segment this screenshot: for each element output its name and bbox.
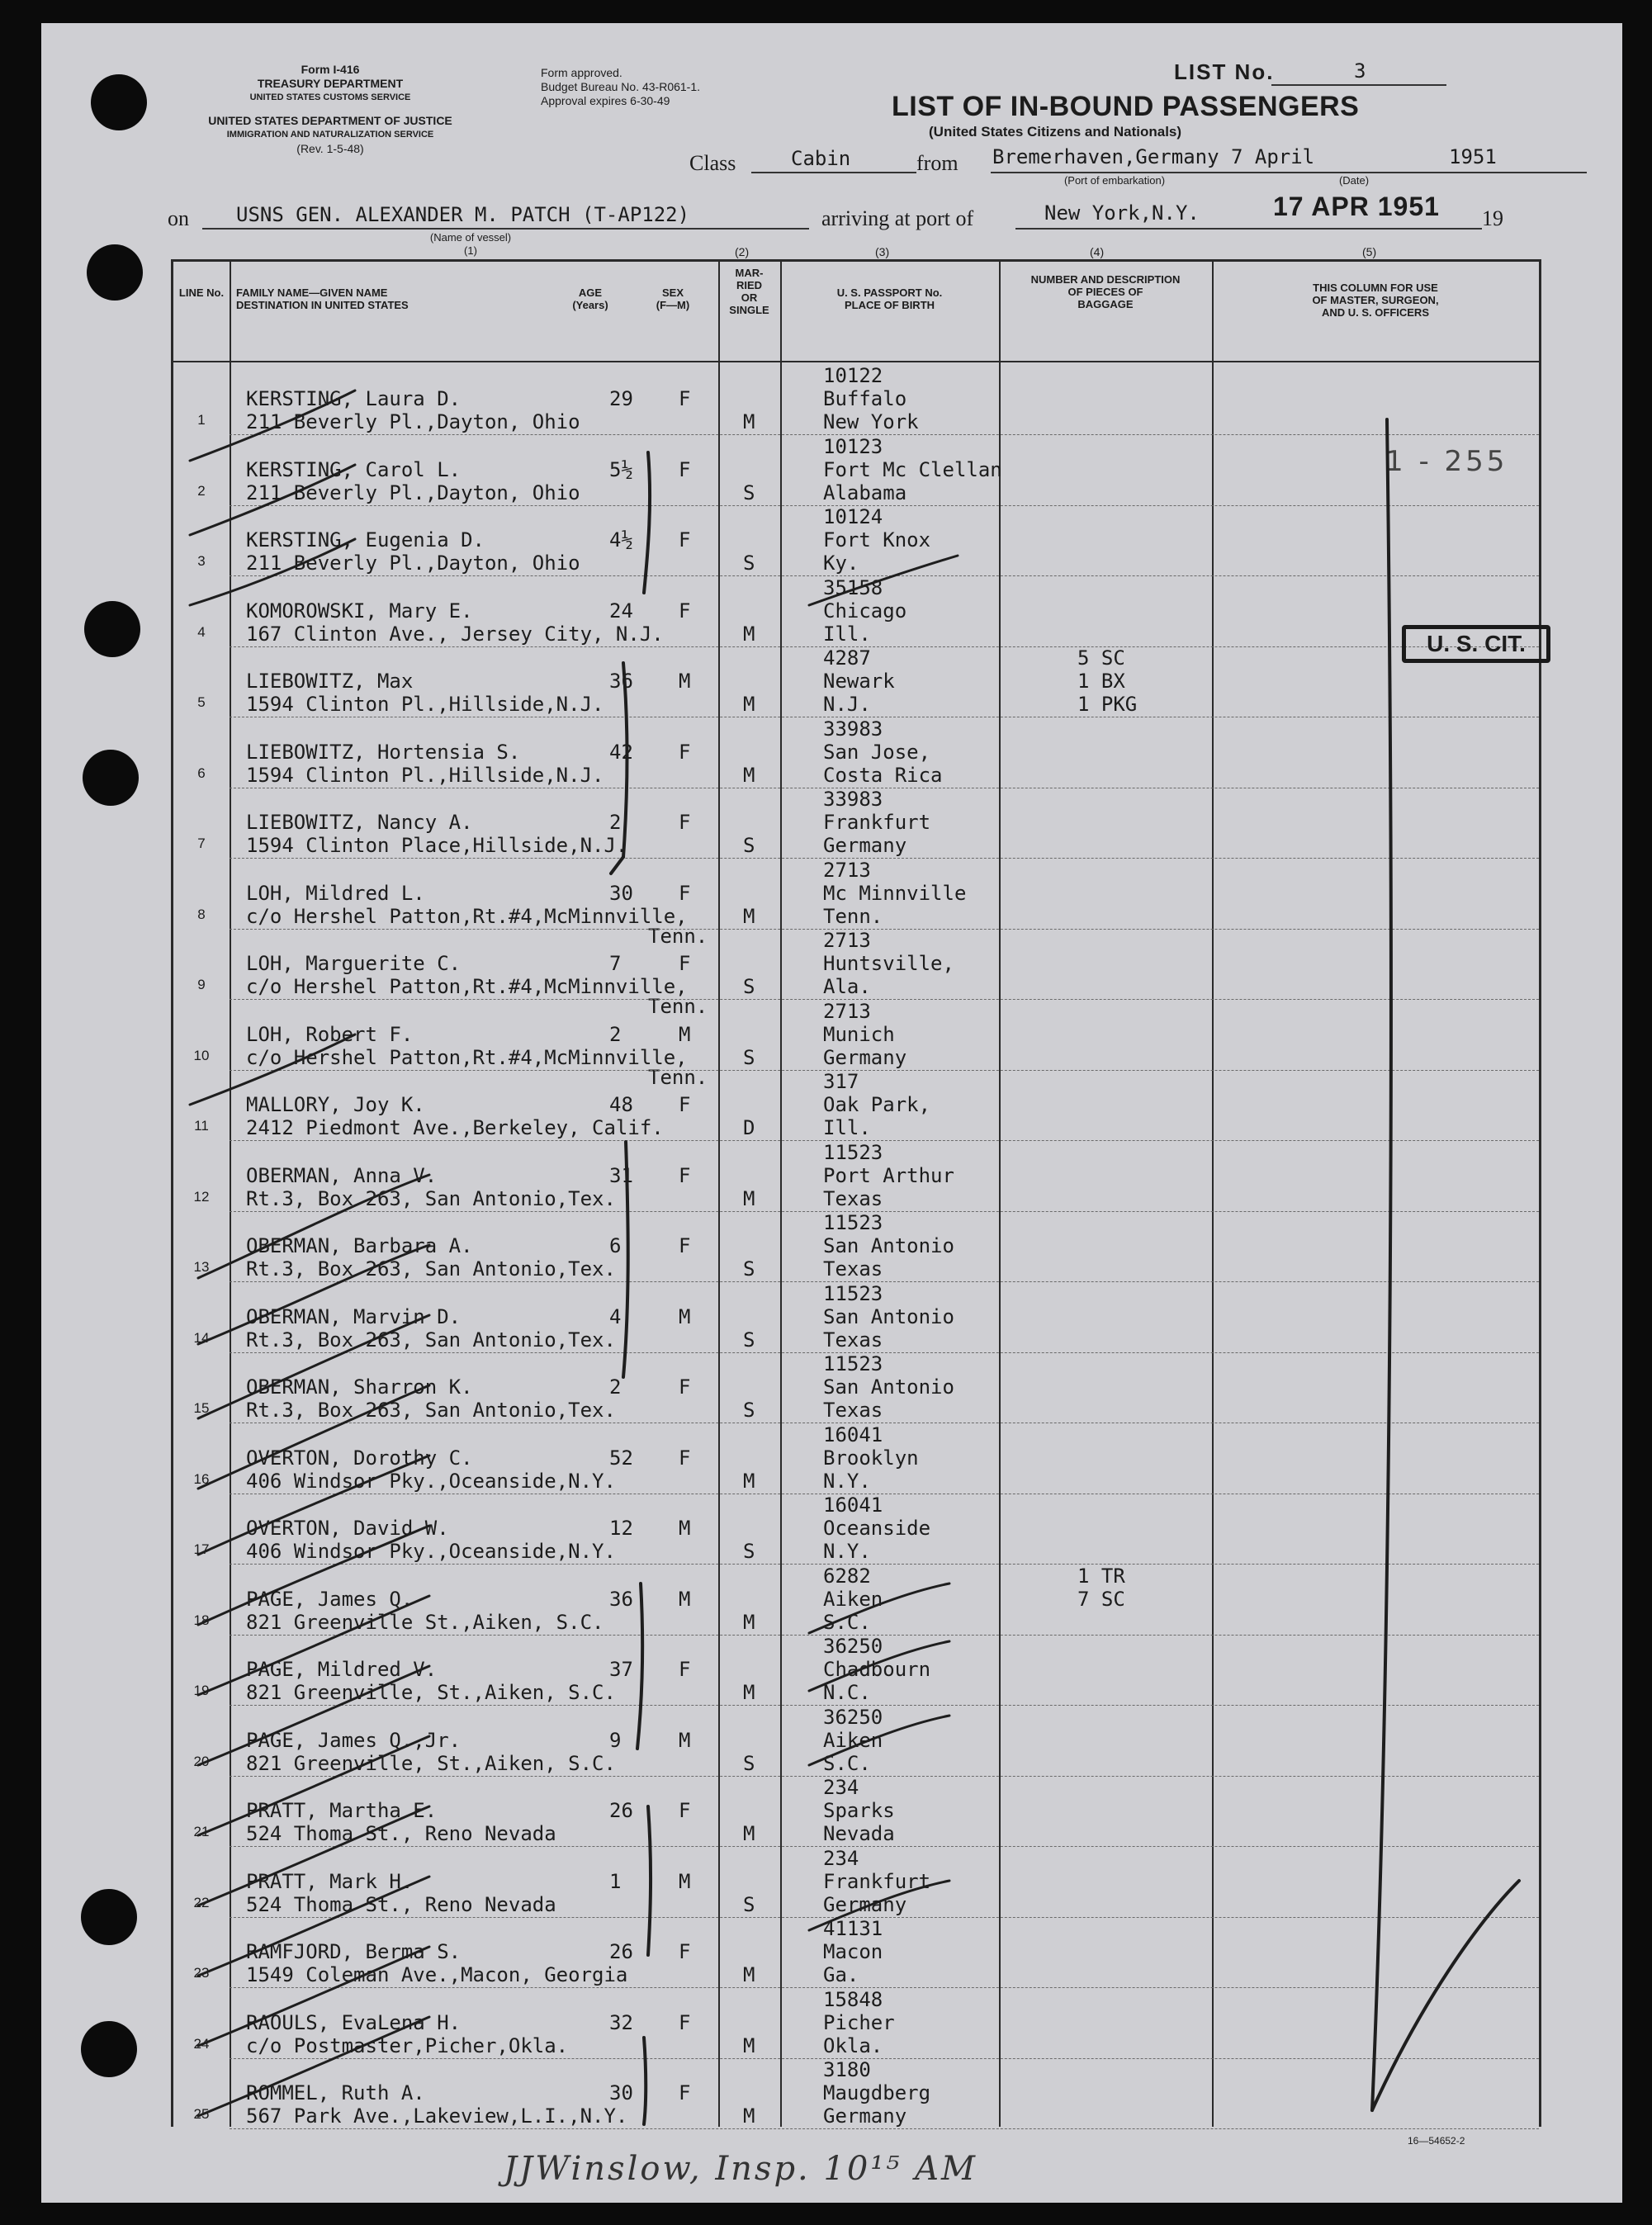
- destination: 406 Windsor Pky.,Oceanside,N.Y.: [246, 1540, 616, 1563]
- sex: M: [679, 1869, 691, 1893]
- marital-status: S: [743, 481, 755, 504]
- marital-status: M: [743, 693, 755, 716]
- destination: Rt.3, Box 263, San Antonio,Tex.: [246, 1257, 616, 1281]
- bracket-mark: [623, 1142, 628, 1377]
- sex: F: [679, 1234, 691, 1257]
- passenger-name: PRATT, Martha E.: [246, 1799, 438, 1822]
- age: 7: [609, 952, 622, 975]
- age: 2: [609, 1022, 622, 1046]
- sex: F: [679, 811, 691, 834]
- officer-column-check: [1372, 1881, 1519, 2110]
- place-of-birth-cont: Texas: [823, 1399, 883, 1422]
- destination: c/o Hershel Patton,Rt.#4,McMinnville,: [246, 1045, 688, 1069]
- destination: 821 Greenville, St.,Aiken, S.C.: [246, 1681, 616, 1704]
- destination: 211 Beverly Pl.,Dayton, Ohio: [246, 481, 580, 504]
- age: 26: [609, 1799, 633, 1822]
- place-of-birth: Brooklyn: [823, 1446, 919, 1470]
- passenger-name: MALLORY, Joy K.: [246, 1093, 425, 1116]
- class-value: Cabin: [791, 147, 851, 170]
- passport-number: 317: [823, 1070, 859, 1093]
- col-line-no: LINE No.: [178, 286, 225, 299]
- col-baggage: NUMBER AND DESCRIPTION OF PIECES OF BAGGAGE: [1030, 273, 1181, 310]
- passport-number: 33983: [823, 788, 883, 811]
- line-number: 9: [197, 977, 206, 992]
- destination: 1594 Clinton Place,Hillside,N.J.: [246, 834, 628, 857]
- passport-number: 4287: [823, 646, 871, 670]
- place-of-birth-cont: Ky.: [823, 552, 859, 575]
- list-no-value: 3: [1354, 59, 1366, 83]
- vessel-caption: (Name of vessel): [429, 231, 512, 244]
- destination: Rt.3, Box 263, San Antonio,Tex.: [246, 1399, 616, 1422]
- sex: M: [679, 1304, 691, 1328]
- place-of-birth-cont: Germany: [823, 834, 907, 857]
- ins-line: IMMIGRATION AND NATURALIZATION SERVICE: [226, 130, 434, 140]
- bracket-mark: [648, 1806, 651, 1955]
- place-of-birth: Picher: [823, 2010, 895, 2034]
- place-of-birth: Munich: [823, 1022, 895, 1046]
- place-of-birth: San Jose,: [823, 740, 931, 764]
- passenger-name: PRATT, Mark H.: [246, 1869, 414, 1893]
- age: 48: [609, 1093, 633, 1116]
- col-num-5: (5): [1362, 245, 1377, 258]
- destination: 1594 Clinton Pl.,Hillside,N.J.: [246, 763, 604, 787]
- list-no-label: LIST No.: [1174, 59, 1275, 84]
- marital-status: M: [743, 1186, 755, 1210]
- port-caption: (Port of embarkation): [1063, 174, 1166, 187]
- arriving-label: arriving at port of: [821, 206, 974, 230]
- date-caption: (Date): [1338, 174, 1370, 187]
- marital-status: S: [743, 975, 755, 998]
- marital-status: M: [743, 904, 755, 928]
- destination: 524 Thoma St., Reno Nevada: [246, 1822, 556, 1845]
- line-number: 25: [193, 2106, 210, 2122]
- baggage-item: 5 SC: [1077, 646, 1125, 670]
- line-number: 14: [193, 1329, 210, 1346]
- line-number: 21: [193, 1824, 210, 1839]
- place-of-birth-cont: Ala.: [823, 975, 871, 998]
- passport-number: 2713: [823, 999, 871, 1023]
- age: 30: [609, 2081, 633, 2104]
- passenger-name: LIEBOWITZ, Nancy A.: [246, 811, 473, 834]
- marital-status: S: [743, 1328, 755, 1352]
- place-of-birth: Macon: [823, 1940, 883, 1963]
- place-of-birth: San Antonio: [823, 1304, 954, 1328]
- destination: c/o Hershel Patton,Rt.#4,McMinnville,: [246, 975, 688, 998]
- passenger-name: OBERMAN, Sharron K.: [246, 1375, 473, 1399]
- destination: 167 Clinton Ave., Jersey City, N.J.: [246, 622, 664, 646]
- baggage-item: 1 BX: [1077, 670, 1125, 693]
- vessel-name: USNS GEN. ALEXANDER M. PATCH (T-AP122): [236, 203, 690, 226]
- col-age: AGE (Years): [572, 286, 608, 311]
- passenger-name: ROMMEL, Ruth A.: [246, 2081, 425, 2104]
- place-of-birth: Oceanside: [823, 1517, 931, 1540]
- passport-number: 33983: [823, 717, 883, 741]
- destination-cont: Tenn.: [648, 924, 708, 948]
- sex: F: [679, 599, 691, 623]
- destination: 1594 Clinton Pl.,Hillside,N.J.: [246, 693, 604, 716]
- age: 36: [609, 670, 633, 693]
- passenger-name: LIEBOWITZ, Max: [246, 670, 414, 693]
- destination: 821 Greenville St.,Aiken, S.C.: [246, 1610, 604, 1634]
- line-number: 13: [193, 1259, 210, 1275]
- officer-column-line: [1372, 419, 1391, 2110]
- passport-number: 10123: [823, 434, 883, 458]
- age: 30: [609, 881, 633, 905]
- sex: F: [679, 387, 691, 410]
- passport-number: 36250: [823, 1635, 883, 1658]
- age: 1: [609, 1869, 622, 1893]
- line-number: 8: [197, 906, 206, 922]
- sex: F: [679, 2010, 691, 2034]
- place-of-birth: Chadbourn: [823, 1658, 931, 1681]
- line-number: 1: [197, 412, 206, 428]
- passport-number: 6282: [823, 1564, 871, 1588]
- passenger-name: RAMFJORD, Berma S.: [246, 1940, 462, 1963]
- treasury-dept: TREASURY DEPARTMENT: [257, 77, 404, 90]
- sex: F: [679, 952, 691, 975]
- place-of-birth-cont: Nevada: [823, 1822, 895, 1845]
- place-of-birth: Buffalo: [823, 387, 907, 410]
- place-of-birth: Frankfurt: [823, 811, 931, 834]
- marital-status: M: [743, 2033, 755, 2057]
- form-code: 16—54652-2: [1408, 2135, 1465, 2147]
- bracket-mark: [623, 663, 627, 857]
- row-check-marks: [190, 391, 958, 2116]
- place-of-birth: Oak Park,: [823, 1093, 931, 1116]
- place-of-birth: Port Arthur: [823, 1163, 954, 1187]
- on-label: on: [168, 206, 189, 230]
- approval-expiry: Approval expires 6-30-49: [541, 94, 670, 107]
- place-of-birth: Aiken: [823, 1728, 883, 1752]
- place-of-birth-cont: Costa Rica: [823, 763, 943, 787]
- place-of-birth-cont: New York: [823, 410, 919, 433]
- place-of-birth: Fort Knox: [823, 528, 931, 552]
- passenger-name: KERSTING, Carol L.: [246, 457, 462, 481]
- passenger-name: LIEBOWITZ, Hortensia S.: [246, 740, 521, 764]
- sex: F: [679, 740, 691, 764]
- sex: F: [679, 1940, 691, 1963]
- line-number: 23: [193, 1965, 210, 1981]
- place-of-birth-cont: Tenn.: [823, 904, 883, 928]
- manifest-page: [41, 23, 1622, 2203]
- sex: F: [679, 1446, 691, 1470]
- destination: 211 Beverly Pl.,Dayton, Ohio: [246, 552, 580, 575]
- marital-status: M: [743, 2104, 755, 2128]
- marital-status: S: [743, 1257, 755, 1281]
- destination: 567 Park Ave.,Lakeview,L.I.,N.Y.: [246, 2104, 628, 2128]
- passport-number: 16041: [823, 1494, 883, 1517]
- bracket-mark: [644, 452, 650, 593]
- marital-status: M: [743, 410, 755, 433]
- col-passport: U. S. PASSPORT No. PLACE OF BIRTH: [836, 286, 943, 311]
- budget-bureau: Budget Bureau No. 43-R061-1.: [541, 80, 701, 93]
- passenger-name: PAGE, James Q.: [246, 1587, 414, 1611]
- line-number: 18: [193, 1612, 210, 1628]
- passenger-name: KOMOROWSKI, Mary E.: [246, 599, 473, 623]
- line-number: 17: [193, 1541, 210, 1557]
- age: 2: [609, 811, 622, 834]
- place-of-birth: Sparks: [823, 1799, 895, 1822]
- place-of-birth-cont: N.Y.: [823, 1540, 871, 1563]
- destination: Rt.3, Box 263, San Antonio,Tex.: [246, 1328, 616, 1352]
- marital-status: M: [743, 1822, 755, 1845]
- place-of-birth: Maugdberg: [823, 2081, 931, 2104]
- destination: c/o Hershel Patton,Rt.#4,McMinnville,: [246, 904, 688, 928]
- form-number: Form I-416: [301, 63, 360, 76]
- baggage-item: 7 SC: [1077, 1587, 1125, 1611]
- place-of-birth-cont: Texas: [823, 1257, 883, 1281]
- sex: F: [679, 1163, 691, 1187]
- age: 12: [609, 1517, 633, 1540]
- destination: 211 Beverly Pl.,Dayton, Ohio: [246, 410, 580, 433]
- passenger-name: OVERTON, David W.: [246, 1517, 449, 1540]
- doj-line: UNITED STATES DEPARTMENT OF JUSTICE: [208, 114, 452, 127]
- marital-status: M: [743, 1681, 755, 1704]
- line-number: 5: [197, 694, 206, 710]
- age: 6: [609, 1234, 622, 1257]
- line-number: 22: [193, 1894, 210, 1910]
- sex: F: [679, 1375, 691, 1399]
- place-of-birth-cont: Texas: [823, 1328, 883, 1352]
- place-of-birth-cont: Germany: [823, 1045, 907, 1069]
- place-of-birth-cont: Ill.: [823, 1116, 871, 1139]
- age: 4: [609, 1304, 622, 1328]
- place-of-birth: San Antonio: [823, 1234, 954, 1257]
- place-of-birth-cont: Texas: [823, 1186, 883, 1210]
- destination: 821 Greenville, St.,Aiken, S.C.: [246, 1751, 616, 1775]
- destination: 1549 Coleman Ave.,Macon, Georgia: [246, 1963, 628, 1986]
- marital-status: M: [743, 1469, 755, 1493]
- year: 1951: [1449, 145, 1497, 168]
- place-of-birth: Aiken: [823, 1587, 883, 1611]
- place-of-birth: Frankfurt: [823, 1869, 931, 1893]
- bracket-mark: [611, 857, 623, 873]
- place-of-birth-cont: Ill.: [823, 622, 871, 646]
- marital-status: S: [743, 1399, 755, 1422]
- passport-number: 36250: [823, 1705, 883, 1729]
- marital-status: S: [743, 1751, 755, 1775]
- passport-number: 234: [823, 1846, 859, 1870]
- place-of-birth-cont: S.C.: [823, 1751, 871, 1775]
- passport-number: 15848: [823, 1987, 883, 2011]
- marital-status: M: [743, 1963, 755, 1986]
- passport-number: 16041: [823, 1423, 883, 1446]
- passenger-name: KERSTING, Eugenia D.: [246, 528, 485, 552]
- sex: M: [679, 1022, 691, 1046]
- age: 5½: [609, 457, 633, 481]
- passport-number: 11523: [823, 1352, 883, 1375]
- place-of-birth-cont: Germany: [823, 1892, 907, 1916]
- passenger-name: RAOULS, EvaLena H.: [246, 2010, 462, 2034]
- line-number: 12: [193, 1188, 210, 1205]
- baggage-item: 1 PKG: [1077, 693, 1138, 716]
- age: 42: [609, 740, 633, 764]
- marital-status: M: [743, 622, 755, 646]
- place-of-birth: Mc Minnville: [823, 881, 967, 905]
- col-num-2: (2): [735, 245, 750, 258]
- line-number: 24: [193, 2035, 210, 2052]
- port-of-embarkation: Bremerhaven,Germany 7 April: [992, 145, 1315, 168]
- arrival-date-stamp: 17 APR 1951: [1273, 192, 1440, 221]
- age: 32: [609, 2010, 633, 2034]
- place-of-birth-cont: Ga.: [823, 1963, 859, 1986]
- line-number: 4: [197, 623, 206, 640]
- place-of-birth-cont: Alabama: [823, 481, 907, 504]
- age: 52: [609, 1446, 633, 1470]
- passenger-name: LOH, Marguerite C.: [246, 952, 462, 975]
- line-number: 2: [197, 482, 206, 499]
- customs-service: UNITED STATES CUSTOMS SERVICE: [249, 92, 411, 102]
- passenger-name: PAGE, James Q.,Jr.: [246, 1728, 462, 1752]
- us-citizen-stamp: U. S. CIT.: [1402, 625, 1550, 663]
- passport-number: 11523: [823, 1281, 883, 1305]
- sex: M: [679, 1728, 691, 1752]
- place-of-birth-cont: N.J.: [823, 693, 871, 716]
- baggage-item: 1 TR: [1077, 1564, 1125, 1588]
- marital-status: M: [743, 763, 755, 787]
- sex: F: [679, 528, 691, 552]
- sex: M: [679, 670, 691, 693]
- passport-number: 234: [823, 1776, 859, 1799]
- destination: 524 Thoma St., Reno Nevada: [246, 1892, 556, 1916]
- sex: F: [679, 1799, 691, 1822]
- passport-number: 11523: [823, 1140, 883, 1164]
- destination: c/o Postmaster,Picher,Okla.: [246, 2033, 569, 2057]
- line-number: 6: [197, 765, 206, 781]
- line-number: 20: [193, 1753, 210, 1769]
- col-num-4: (4): [1090, 245, 1105, 258]
- destination: Rt.3, Box 263, San Antonio,Tex.: [246, 1186, 616, 1210]
- passport-number: 41131: [823, 1917, 883, 1940]
- arrival-port: New York,N.Y.: [1044, 201, 1200, 225]
- place-of-birth-cont: S.C.: [823, 1610, 871, 1634]
- line-number: 19: [193, 1683, 210, 1698]
- age: 37: [609, 1658, 633, 1681]
- age: 31: [609, 1163, 633, 1187]
- marital-status: S: [743, 1045, 755, 1069]
- destination: 2412 Piedmont Ave.,Berkeley, Calif.: [246, 1116, 664, 1139]
- col-married: MAR- RIED OR SINGLE: [729, 267, 769, 316]
- place-of-birth: Huntsville,: [823, 952, 954, 975]
- handwritten-annotation: 1 - 255: [1385, 445, 1508, 478]
- col-officers: THIS COLUMN FOR USE OF MASTER, SURGEON, AND U. S. OFFICERS: [1312, 282, 1439, 319]
- place-of-birth-cont: Okla.: [823, 2033, 883, 2057]
- age: 9: [609, 1728, 622, 1752]
- destination-cont: Tenn.: [648, 995, 708, 1018]
- rev-line: (Rev. 1-5-48): [296, 142, 364, 155]
- passport-number: 3180: [823, 2058, 871, 2081]
- sex: F: [679, 1658, 691, 1681]
- place-of-birth: Fort Mc Clellan: [823, 457, 1002, 481]
- age: 4½: [609, 528, 633, 552]
- passenger-name: LOH, Mildred L.: [246, 881, 425, 905]
- place-of-birth: San Antonio: [823, 1375, 954, 1399]
- passenger-name: OBERMAN, Barbara A.: [246, 1234, 473, 1257]
- sex: M: [679, 1517, 691, 1540]
- col-num-3: (3): [875, 245, 890, 258]
- passenger-name: OBERMAN, Anna V.: [246, 1163, 438, 1187]
- passenger-name: PAGE, Mildred V.: [246, 1658, 438, 1681]
- page-title: LIST OF IN-BOUND PASSENGERS: [892, 91, 1360, 122]
- marital-status: M: [743, 1610, 755, 1634]
- place-of-birth-cont: Germany: [823, 2104, 907, 2128]
- passenger-name: OBERMAN, Marvin D.: [246, 1304, 462, 1328]
- page-subtitle: (United States Citizens and Nationals): [929, 124, 1182, 140]
- marital-status: S: [743, 834, 755, 857]
- line-number: 7: [197, 836, 206, 851]
- place-of-birth-cont: N.C.: [823, 1681, 871, 1704]
- passport-number: 2713: [823, 858, 871, 882]
- class-label: Class: [689, 151, 736, 175]
- vessel-colnum: (1): [464, 244, 477, 257]
- bracket-mark: [637, 1584, 642, 1749]
- destination: 406 Windsor Pky.,Oceanside,N.Y.: [246, 1469, 616, 1493]
- col-name: FAMILY NAME—GIVEN NAME DESTINATION IN UNITED STATES: [236, 286, 409, 311]
- passport-number: 2713: [823, 929, 871, 952]
- place-of-birth: Chicago: [823, 599, 907, 623]
- bracket-mark: [644, 2038, 646, 2124]
- passenger-name: LOH, Robert F.: [246, 1022, 414, 1046]
- sex: F: [679, 1093, 691, 1116]
- sex: F: [679, 457, 691, 481]
- passenger-name: KERSTING, Laura D.: [246, 387, 462, 410]
- line-number: 15: [193, 1400, 210, 1416]
- line-number: 11: [194, 1118, 209, 1134]
- line-number: 10: [193, 1047, 210, 1063]
- passport-number: 11523: [823, 1211, 883, 1234]
- place-of-birth: Newark: [823, 670, 895, 693]
- passport-number: 10122: [823, 364, 883, 387]
- passport-number: 10124: [823, 505, 883, 528]
- inspector-signature: JJWinslow, Insp. 10¹⁵ AM: [504, 2150, 978, 2188]
- handwritten-marks: [41, 23, 1622, 2203]
- destination-cont: Tenn.: [648, 1065, 708, 1089]
- age: 26: [609, 1940, 633, 1963]
- sex: M: [679, 1587, 691, 1611]
- approval-line: Form approved.: [541, 66, 622, 79]
- age: 24: [609, 599, 633, 623]
- passenger-name: OVERTON, Dorothy C.: [246, 1446, 473, 1470]
- age: 29: [609, 387, 633, 410]
- marital-status: S: [743, 1540, 755, 1563]
- age: 2: [609, 1375, 622, 1399]
- line-number: 16: [193, 1470, 210, 1487]
- col-sex: SEX (F—M): [656, 286, 690, 311]
- sex: F: [679, 881, 691, 905]
- marital-status: S: [743, 552, 755, 575]
- arrival-year-suffix: 19: [1482, 206, 1503, 230]
- place-of-birth-cont: N.Y.: [823, 1469, 871, 1493]
- marital-status: S: [743, 1892, 755, 1916]
- passport-number: 35158: [823, 575, 883, 599]
- marital-status: D: [743, 1116, 755, 1139]
- sex: F: [679, 2081, 691, 2104]
- from-label: from: [916, 151, 959, 175]
- line-number: 3: [197, 553, 206, 569]
- age: 36: [609, 1587, 633, 1611]
